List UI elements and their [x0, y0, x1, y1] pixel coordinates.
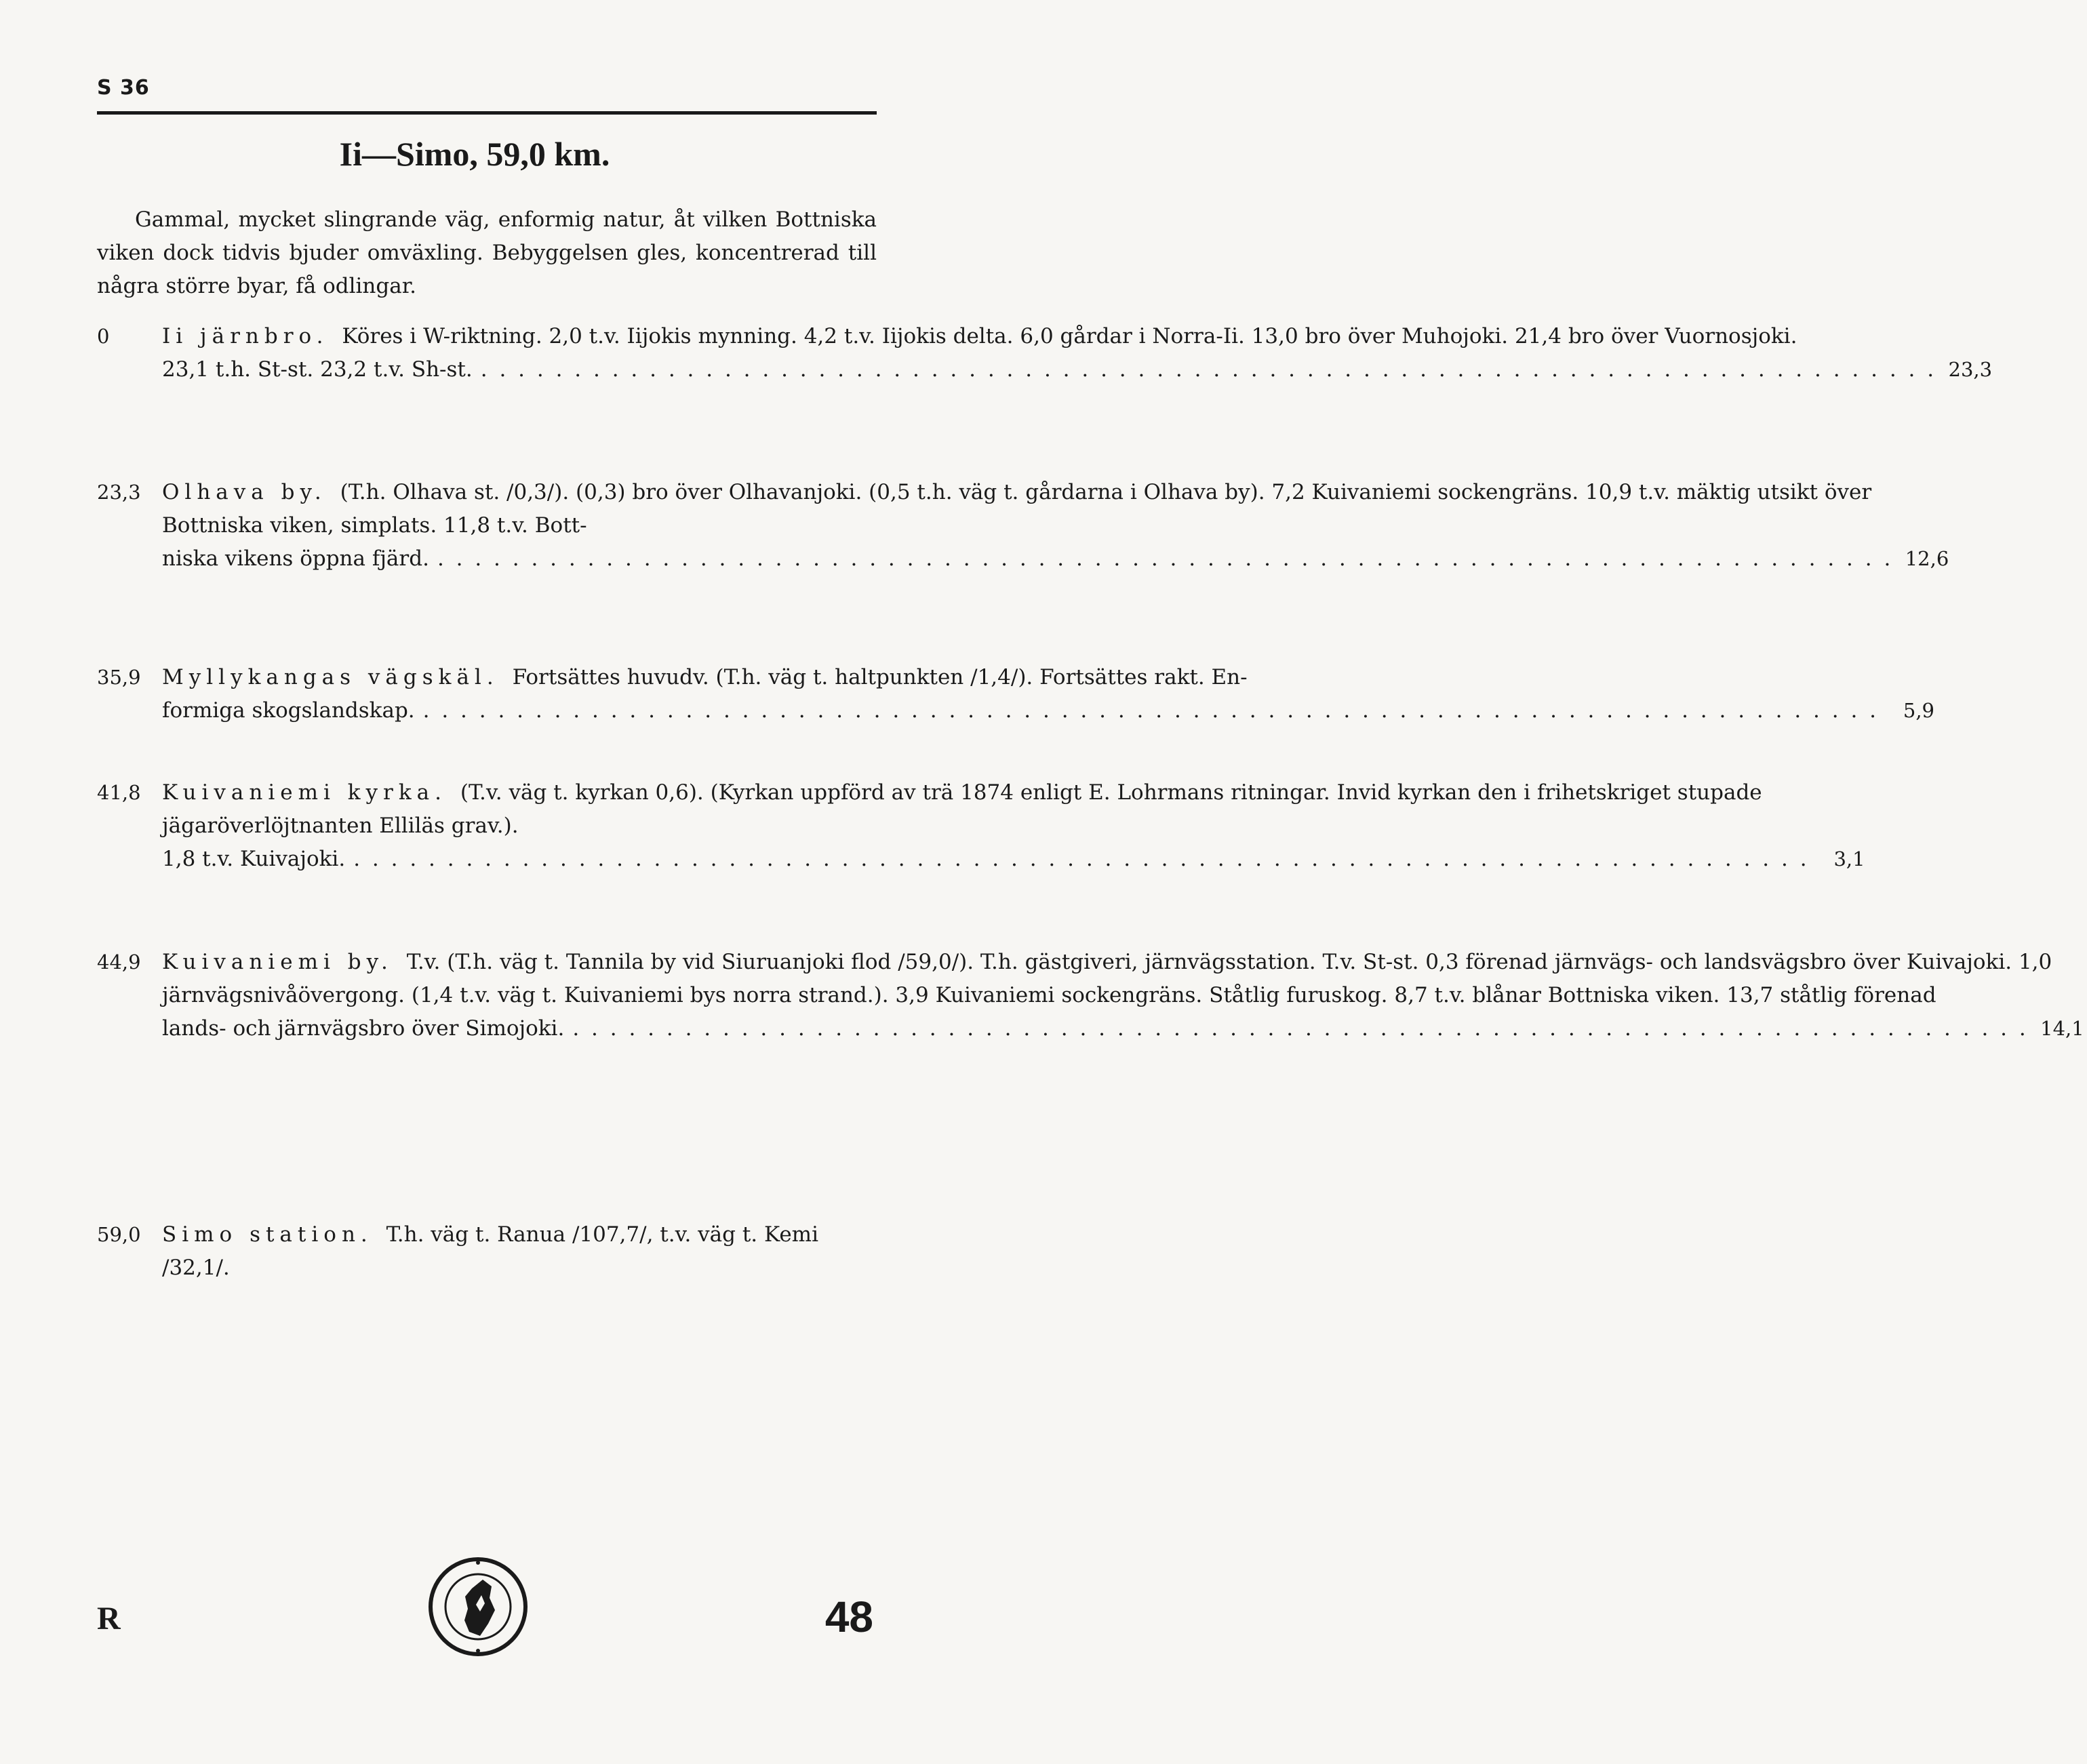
- entry-text: T.v. (T.h. väg t. Tannila by vid Siuruanjoki flod /59,0/). T.h. gästgiveri, järnvägsstation. T.v. St-st. 0,3 förenad järnvägs- och landsvägsbro över Kuivajoki. 1,0 järnvägsnivåövergong. (1,4 t.v. väg t. Kuivaniemi bys norra strand.). 3,9 Kuivaniemi sockengräns. Ståtlig furuskog. 8,7 t.v. blånar Bottniska viken. 13,7 ståtlig förenad: [162, 950, 2052, 1007]
- entry-place: Kuivaniemi by.: [162, 950, 393, 974]
- entry-km: 0: [97, 325, 110, 348]
- leader-dots: [423, 694, 1879, 727]
- leader-dots: [437, 542, 1893, 576]
- entry-km: 35,9: [97, 666, 141, 689]
- entry-km: 23,3: [97, 481, 141, 504]
- entry-body: [162, 776, 1868, 876]
- route-entry: [97, 946, 2084, 1045]
- entry-place: Simo station.: [162, 1222, 373, 1247]
- route-entry: [97, 776, 1865, 876]
- entry-place: Kuivaniemi kyrka.: [162, 780, 447, 805]
- entry-body: [162, 476, 1951, 576]
- entry-km: 44,9: [97, 950, 141, 974]
- entry-body: [162, 320, 1995, 386]
- entry-text: T.h. väg t. Ranua /107,7/, t.v. väg t. Kemi /32,1/.: [162, 1222, 818, 1280]
- route-description: Gammal, mycket slingrande väg, enformig natur, åt vilken Bottniska viken dock tidvis bjuder omväxling. Bebyggelsen gles, koncentrerad till några större byar, få odlingar.: [97, 207, 877, 298]
- route-entry: [97, 476, 1949, 576]
- route-entry: [97, 320, 1993, 386]
- page-code: S 36: [97, 76, 150, 100]
- entry-last-line: niska vikens öppna fjärd.: [162, 546, 429, 571]
- entry-place: Olhava by.: [162, 480, 327, 504]
- entry-last-line: lands- och järnvägsbro över Simojoki.: [162, 1016, 565, 1041]
- entry-text: Köres i W-riktning. 2,0 t.v. Iijokis mynning. 4,2 t.v. Iijokis delta. 6,0 gårdar i Norra-Ii. 13,0 bro över Muhojoki. 21,4 bro över Vuornosjoki.: [342, 324, 1797, 348]
- entry-text: Fortsättes huvudv. (T.h. väg t. haltpunkten /1,4/). Fortsättes rakt. En-: [512, 665, 1248, 689]
- entry-distance: 14,1: [2040, 1017, 2084, 1040]
- entry-km: 41,8: [97, 781, 141, 804]
- leader-dots: [572, 1012, 2028, 1045]
- signature-letter: R: [97, 1601, 121, 1637]
- entry-last-line: formiga skogslandskap.: [162, 698, 415, 723]
- entry-place: Ii järnbro.: [162, 324, 329, 348]
- route-entry: [97, 1218, 877, 1285]
- entry-text: (T.h. Olhava st. /0,3/). (0,3) bro över Olhavanjoki. (0,5 t.h. väg t. gårdarna i Olhava by). 7,2 Kuivaniemi sockengräns. 10,9 t.v. mäktig utsikt över Bottniska viken, simplats. 11,8 t.v. Bott-: [162, 480, 1872, 538]
- entry-place: Myllykangas vägskäl.: [162, 665, 499, 689]
- entry-distance: 23,3: [1948, 358, 1993, 381]
- entry-body: [162, 1218, 877, 1285]
- header-rule: [97, 111, 877, 115]
- entry-distance: 3,1: [1833, 847, 1865, 870]
- entry-distance: 5,9: [1903, 699, 1935, 722]
- entry-km: 59,0: [97, 1223, 141, 1246]
- tourist-association-emblem: [427, 1556, 529, 1658]
- entry-text: (T.v. väg t. kyrkan 0,6). (Kyrkan uppförd av trä 1874 enligt E. Lohrmans ritningar. Invid kyrkan den i frihetskriget stupade jägaröverlöjtnanten Elliläs grav.).: [162, 780, 1762, 838]
- entry-distance: 12,6: [1905, 547, 1949, 570]
- entry-body: [162, 661, 1937, 727]
- route-entry: [97, 661, 1935, 727]
- leader-dots: [481, 353, 1936, 386]
- entry-last-line: 23,1 t.h. St-st. 23,2 t.v. Sh-st.: [162, 357, 473, 382]
- route-title: Ii—Simo, 59,0 km.: [339, 135, 610, 173]
- page-number: 48: [824, 1592, 873, 1641]
- entry-last-line: 1,8 t.v. Kuivajoki.: [162, 847, 346, 871]
- leader-dots: [353, 843, 1809, 876]
- entry-body: [162, 946, 2087, 1045]
